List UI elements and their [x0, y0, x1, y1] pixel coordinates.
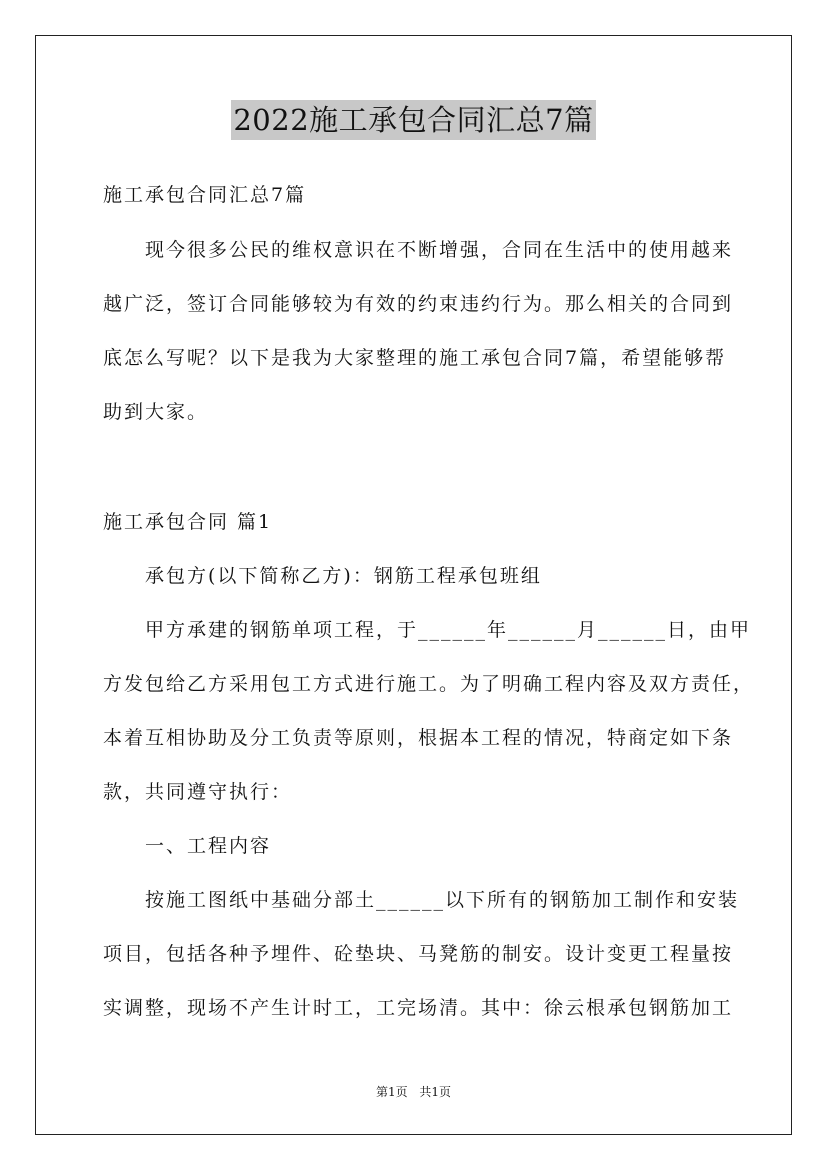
- item-line: 按施工图纸中基础分部土______以下所有的钢筋加工制作和安装: [145, 889, 740, 911]
- page-footer: [0, 1083, 827, 1100]
- section-heading: 施工承包合同 篇1: [103, 511, 273, 533]
- body-line: 款，共同遵守执行：: [103, 781, 293, 803]
- intro-line: 底怎么写呢？以下是我为大家整理的施工承包合同7篇，希望能够帮: [103, 347, 727, 369]
- page-number: 第1页: [375, 1085, 408, 1099]
- document-title: 2022施工承包合同汇总7篇: [231, 100, 595, 140]
- body-line: 本着互相协助及分工负责等原则，根据本工程的情况，特商定如下条: [103, 727, 734, 749]
- intro-line: 现今很多公民的维权意识在不断增强，合同在生活中的使用越来: [145, 239, 734, 261]
- intro-line: 越广泛，签订合同能够较为有效的约束违约行为。那么相关的合同到: [103, 293, 734, 315]
- item-line: 实调整，现场不产生计时工，工完场清。其中：徐云根承包钢筋加工: [103, 997, 734, 1019]
- document-subtitle: 施工承包合同汇总7篇: [103, 184, 307, 206]
- intro-line: 助到大家。: [103, 401, 209, 423]
- page-total: 共1页: [419, 1085, 452, 1099]
- party-line: 承包方(以下简称乙方)：钢筋工程承包班组: [145, 565, 542, 587]
- body-line: 方发包给乙方采用包工方式进行施工。为了明确工程内容及双方责任，: [103, 673, 755, 695]
- item-line: 项目，包括各种予埋件、砼垫块、马凳筋的制安。设计变更工程量按: [103, 943, 734, 965]
- body-line: 甲方承建的钢筋单项工程，于______年______月______日，由甲: [145, 619, 752, 641]
- item-heading: 一、工程内容: [145, 835, 272, 857]
- title-wrapper: [0, 100, 827, 140]
